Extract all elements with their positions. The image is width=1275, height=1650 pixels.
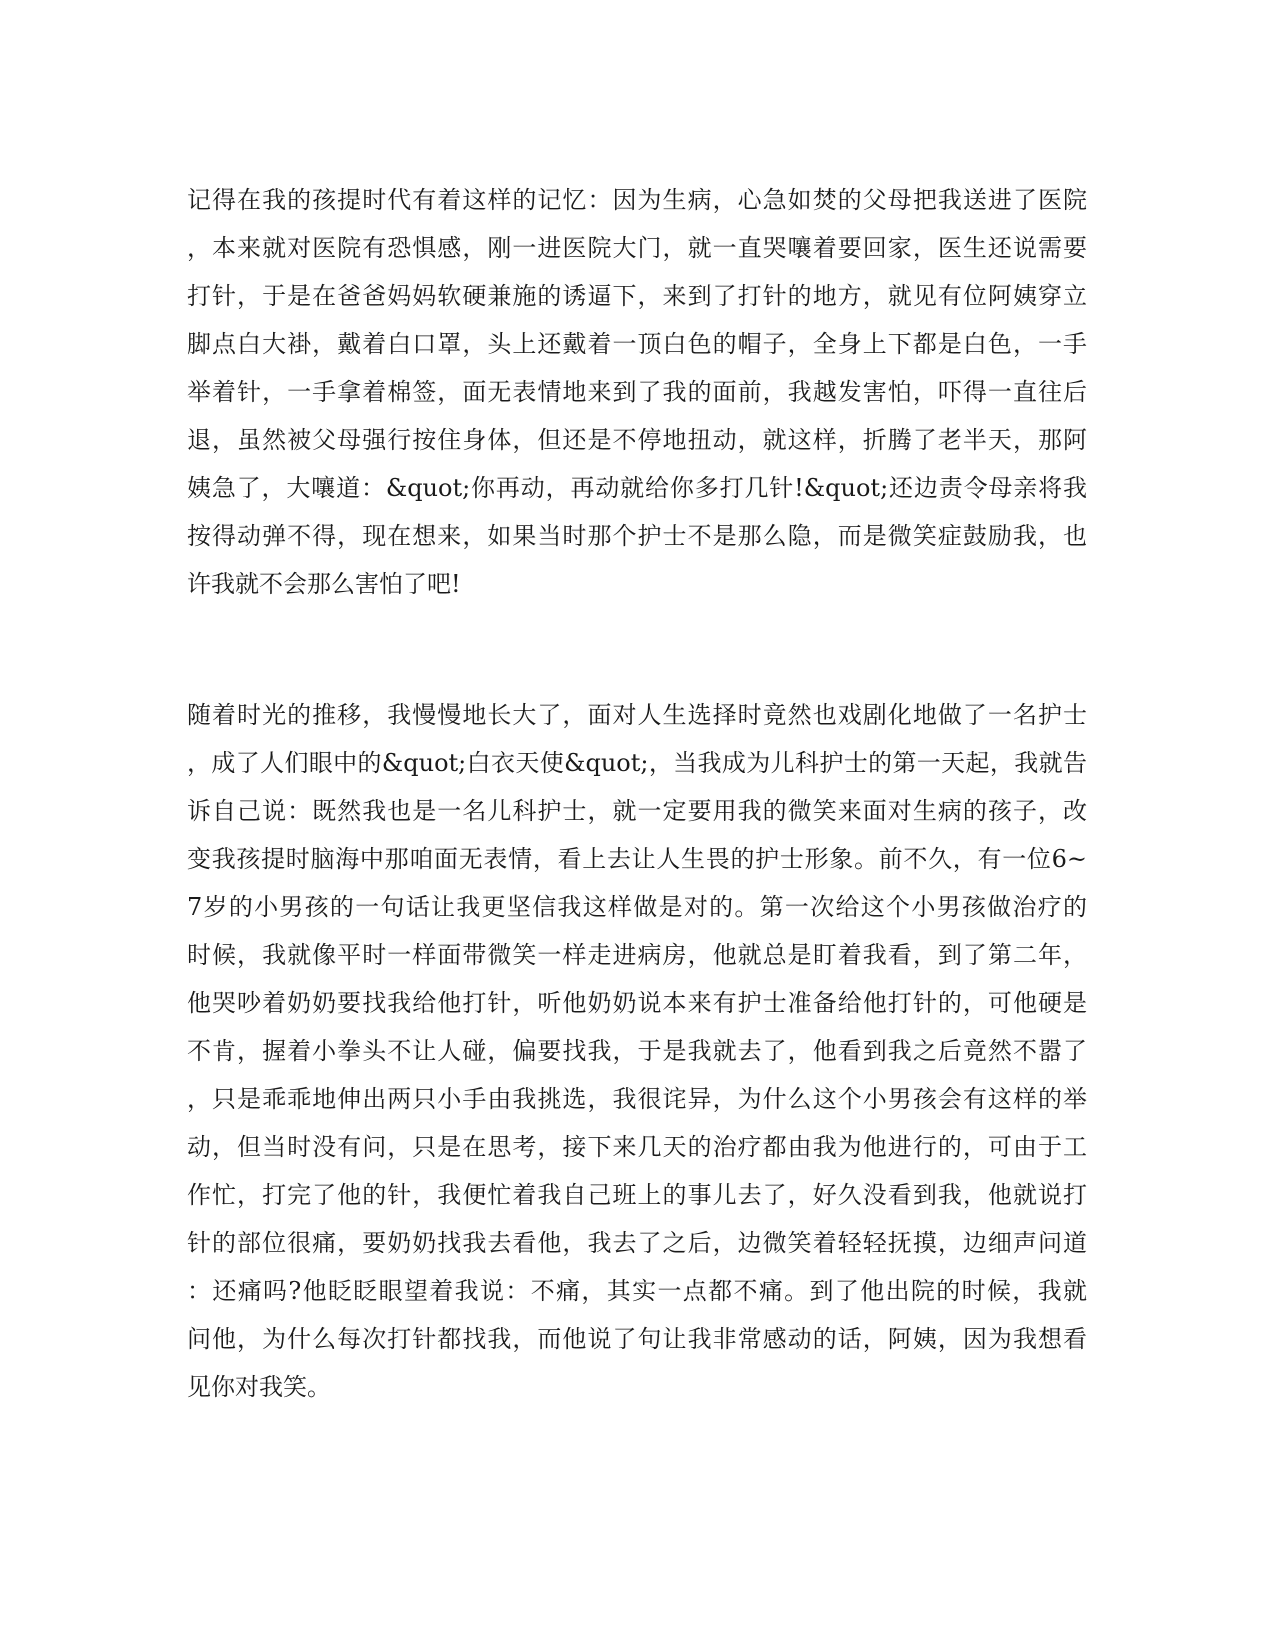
text-line: 举着针，一手拿着棉签，面无表情地来到了我的面前，我越发害怕，吓得一直往后 bbox=[187, 378, 1087, 406]
text-line: 时候，我就像平时一样面带微笑一样走进病房，他就总是盯着我看，到了第二年， bbox=[187, 941, 1087, 969]
text-line: ，成了人们眼中的&quot;白衣天使&quot;，当我成为儿科护士的第一天起，我就告 bbox=[187, 749, 1087, 777]
text-line: ，只是乖乖地伸出两只小手由我挑选，我很诧异，为什么这个小男孩会有这样的举 bbox=[187, 1085, 1087, 1113]
text-line: 动，但当时没有问，只是在思考，接下来几天的治疗都由我为他进行的，可由于工 bbox=[187, 1133, 1087, 1161]
text-line: 针的部位很痛，要奶奶找我去看他，我去了之后，边微笑着轻轻抚摸，边细声问道 bbox=[187, 1229, 1087, 1257]
text-line: 许我就不会那么害怕了吧! bbox=[187, 570, 461, 598]
text-line: ，本来就对医院有恐惧感，刚一进医院大门，就一直哭嚷着要回家，医生还说需要 bbox=[187, 234, 1087, 262]
text-line: 诉自己说：既然我也是一名儿科护士，就一定要用我的微笑来面对生病的孩子，改 bbox=[187, 797, 1087, 825]
text-line: 姨急了，大嚷道：&quot;你再动，再动就给你多打几针!&quot;还边责令母亲将我 bbox=[187, 474, 1087, 502]
text-line: 打针，于是在爸爸妈妈软硬兼施的诱逼下，来到了打针的地方，就见有位阿姨穿立 bbox=[187, 282, 1087, 310]
text-line: 见你对我笑。 bbox=[187, 1373, 331, 1401]
text-line: 作忙，打完了他的针，我便忙着我自己班上的事儿去了，好久没看到我，他就说打 bbox=[187, 1181, 1087, 1209]
text-line: 不肯，握着小拳头不让人碰，偏要找我，于是我就去了，他看到我之后竟然不嚣了 bbox=[187, 1037, 1087, 1065]
paragraph-childhood-memory bbox=[187, 176, 1087, 608]
text-line: 他哭吵着奶奶要找我给他打针，听他奶奶说本来有护士准备给他打针的，可他硬是 bbox=[187, 989, 1087, 1017]
text-line: 退，虽然被父母强行按住身体，但还是不停地扭动，就这样，折腾了老半天，那阿 bbox=[187, 426, 1087, 454]
text-line: 随着时光的推移，我慢慢地长大了，面对人生选择时竟然也戏剧化地做了一名护士 bbox=[187, 701, 1087, 729]
text-line: 脚点白大褂，戴着白口罩，头上还戴着一顶白色的帽子，全身上下都是白色，一手 bbox=[187, 330, 1087, 358]
text-line: ：还痛吗?他眨眨眼望着我说：不痛，其实一点都不痛。到了他出院的时候，我就 bbox=[187, 1277, 1087, 1305]
text-line: 7岁的小男孩的一句话让我更坚信我这样做是对的。第一次给这个小男孩做治疗的 bbox=[187, 893, 1087, 921]
text-line: 问他，为什么每次打针都找我，而他说了句让我非常感动的话，阿姨，因为我想看 bbox=[187, 1325, 1087, 1353]
paragraph-nurse-story bbox=[187, 691, 1087, 1411]
text-line: 变我孩提时脑海中那咱面无表情，看上去让人生畏的护士形象。前不久，有一位6~ bbox=[187, 845, 1087, 873]
text-line: 记得在我的孩提时代有着这样的记忆：因为生病，心急如焚的父母把我送进了医院 bbox=[187, 186, 1087, 214]
text-line: 按得动弹不得，现在想来，如果当时那个护士不是那么隐，而是微笑症鼓励我，也 bbox=[187, 522, 1087, 550]
